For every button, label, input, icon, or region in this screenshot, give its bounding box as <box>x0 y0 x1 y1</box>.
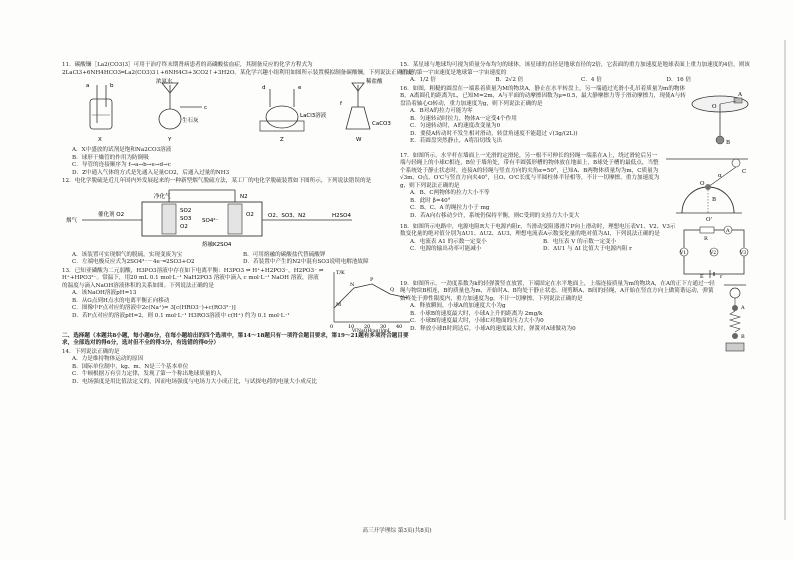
question-16-turntable-figure <box>688 86 752 152</box>
question-11-stem: 11．碳酸镧［La2(CO3)3］可用于治疗终末期肾病患者的高磷酸盐血症，其制备反应的化学方程式为2LaCl3+6NH4HCO3═La2(CO3)3↓+6NH4Cl+3CO2↑+3H2O。某化学兴趣小组利用如图所示装置模拟制备碳酸镧，下列说法正确的是 <box>62 62 414 76</box>
fig17-label-b: B <box>712 196 717 203</box>
question-16-stem: 16．如图，粗糙的圆盘在一端系着质量为M的物块A，静止在水平转盘上，另一端通过光滑小孔吊着质量为m的物体B，A离圆孔的距离为L，已知M=2m，A与平面的动摩擦因数为μ=0.5，最大静摩擦力等于滑动摩擦力，现使A与转盘沿着轴心O转动，重力加速度为g，则下列说法正确的是 <box>400 85 686 107</box>
fig12-label-o2-right: O2 <box>246 211 254 218</box>
fig16-label-b: B <box>726 139 731 146</box>
question-12-option-a: A．该装置可实现烟气的脱硫，实现变废为宝 <box>72 251 183 258</box>
question-18-options-row-2 <box>400 246 676 254</box>
fig18-label-r-internal: r <box>720 273 723 280</box>
question-13-option-a: A．该NaOH溶液pH=13 <box>72 290 137 296</box>
question-13-option-c: C．图像中F点对应的溶液中2c(Na⁺)= 3[c(HRO3⁻)+c(RO3²⁻)] <box>72 305 236 311</box>
question-17-text <box>400 153 662 223</box>
fig11-label-a: a <box>86 83 90 89</box>
fig17-label-c: C <box>742 168 747 175</box>
fig12-label-sulfate: SO4²⁻ <box>202 217 219 224</box>
fig11-label-w: W <box>356 137 362 143</box>
question-13-option-b: B．从G点到H点水的电离平衡正向移动 <box>72 297 170 304</box>
fig13-label-m: M <box>336 301 342 308</box>
question-13 <box>62 268 414 332</box>
fig11-label-f: f <box>340 101 342 107</box>
question-16-option-d: D．要使A转动时不发生相对滑动，转盘角速度不能超过 √(3g/(2L)) <box>410 130 578 137</box>
fig13-label-p: P <box>370 276 374 283</box>
fig17-label-alpha: α <box>718 172 722 179</box>
question-14-option-d: D．电场强度是用比值法定义的，因而电场强度与电场力大小成正比，与试探电荷的电量大小成反比 <box>72 378 318 385</box>
fig17-label-o-prime: O' <box>706 216 713 223</box>
fig18-label-a: A <box>726 227 730 234</box>
question-12-stem: 12．电化学脱硫是近几年国内外发展起来的一种新型烟气脱硫方法，某工厂的电化学脱硫装置如下图所示，下列说法错误的是 <box>62 178 372 184</box>
question-12 <box>62 178 414 267</box>
fig13-label-tk: T/K <box>336 269 345 276</box>
fig11-label-ammonia: 浓氨水 <box>156 79 173 85</box>
question-11-option-a: A．X中盛放的试剂是饱和Na2CO3溶液 <box>72 147 172 153</box>
fig18-label-v3: V3 <box>740 250 747 256</box>
question-19-spring-figure <box>718 281 752 355</box>
question-19-stem: 19．如图所示，一劲度系数为k的轻弹簧竖直放置，下端固定在水平地面上，上端连接质量为m的物块A，在A的正下方通过一轻绳与物块B相连，B的质量也为m，开始时A、B均处于静止状态。现剪断A、B间的轻绳，A开始在竖直方向上做简谐运动，弹簧始终处于弹性限度内，重力加速度为g。不计一切摩擦，下列说法正确的是 <box>400 280 715 302</box>
fig16-label-a: A <box>738 91 742 98</box>
question-16-option-e: E．若圆盘突然静止，A将沿切线飞出 <box>410 138 503 144</box>
fig12-label-h2so4: H2SO4 <box>332 212 351 219</box>
section-2-heading: 二、选择题（本题共8小题，每小题6分，在每小题给出的四个选项中，第14～18题只有一项符合题目要求，第19～21题有多项符合题目要求，全部选对的得6分，选对但不全的得3分，有选错的得0分） <box>62 332 409 346</box>
fig12-label-clean-gas: 净化气 <box>154 193 171 200</box>
question-11 <box>62 62 414 177</box>
question-17-option-b: B．此时 β=40° <box>410 197 451 204</box>
fig18-label-v2: V2 <box>710 250 717 256</box>
fig18-label-v1: V1 <box>680 250 687 256</box>
fig19-label-b: B <box>741 333 745 340</box>
fig13-label-q: Q <box>390 286 395 293</box>
question-17-option-d: D．若A向右移动少许，系统仍保持平衡，则C受到的支持力大小变大 <box>410 212 580 219</box>
question-18-circuit-figure <box>676 224 752 280</box>
question-17-stem: 17．如图所示，水平杆在墙面上一光滑的定滑轮，另一根不可伸长的轻绳一端系在A上，绕过滑轮后另一端与轻绳上的小球C相连，B位于墙角处，带有半圆弧形槽的物体放在地面上，B球处于槽的最低点，当整个系统处于静止状态时，连接A的轻绳与竖直方向的夹角α=50°，已知A、B两物体质量均为m，C质量为√3m，O点、O'C与竖直方向夹40°，且O、O'C长度与半圆柱体半径相等，不计一切摩擦，重力加速度为g，则下列说法正确的是 <box>400 152 660 189</box>
fig12-label-catalyst: 催化剂 O2 <box>98 211 125 218</box>
question-17 <box>400 153 752 223</box>
question-15-stem: 15．某星球与地球均可视为质量分布均匀的球体，该星球的直径是地球直径的2倍，它表面的重力加速度是地球表面上重力加速度的4倍，则该星球的第一宇宙速度是地球第一宇宙速度的 <box>400 62 750 76</box>
fig11-label-b: b <box>110 83 114 89</box>
fig11-label-caco3: CaCO3 <box>372 121 391 127</box>
question-16-option-b: B．匀速转动时拉力，物体A一定受4个作用 <box>410 115 517 122</box>
question-15-option-d: D．16 倍 <box>666 77 692 83</box>
fig13-label-10: 10 <box>348 323 355 330</box>
question-15-option-a: A．1/2 倍 <box>410 77 437 83</box>
page-footer: 高三开学理综 第3页(共8页) <box>362 528 432 534</box>
question-14-option-c: C．牛顿根据万有引力定律，发现了第一个称出地球质量的人 <box>72 371 222 377</box>
fig12-label-outlet-gases: O2、SO3、N2 <box>268 212 306 219</box>
fig13-label-zero: 0 <box>330 323 334 330</box>
question-17-option-c: C．B、C、A 的绳拉力小于 mg <box>410 205 490 211</box>
question-19-option-a: A．释放瞬间，小球A的加速度大小为g <box>410 303 506 309</box>
question-13-option-d: D．若F点对应的溶液pH=2，则 0.1 mol·L⁻¹ H3RO3溶液中 c(H⁺) 约为 0.1 mol·L⁻¹ <box>72 312 290 319</box>
question-17-pulley-figure <box>662 153 752 223</box>
fig11-label-lacl3: LaCl3溶液 <box>300 113 327 119</box>
question-18-options-row-1 <box>400 239 676 247</box>
question-14 <box>62 349 414 387</box>
fig13-label-n: N <box>350 281 355 288</box>
right-column <box>400 62 752 356</box>
question-12-option-b: B．可用熔融的碳酸盐代替硫酸钾 <box>243 251 326 258</box>
fig11-label-y: Y <box>168 137 172 143</box>
question-11-option-c: C．导管的连接顺序为 f→a→b→e→d→c <box>72 162 171 168</box>
fig12-label-flue-gas: 烟气 <box>66 217 78 224</box>
question-18-option-d: D．ΔU1 与 ΔI 比值大于电源内阻 r <box>543 246 632 252</box>
question-15-option-c: C．4 倍 <box>581 77 602 83</box>
question-15 <box>400 62 752 85</box>
question-19-option-b: B．小球B的速度最大时，小球A上升的距离为 2mg/k <box>410 310 543 317</box>
question-18 <box>400 224 752 280</box>
fig11-label-x: X <box>98 137 102 143</box>
question-18-option-b: B．电压表 V 的示数一定变小 <box>543 238 617 245</box>
fig12-label-o2-left: O2 <box>180 223 188 230</box>
fig12-label-molten-k2so4: 熔融K2SO4 <box>202 241 232 248</box>
question-14-option-b: B．国际单位制中，kg、m、N是三个基本单位 <box>72 363 189 370</box>
fig18-label-r: R <box>704 235 708 242</box>
fig11-label-c: c <box>204 105 208 111</box>
question-13-text <box>62 268 324 332</box>
fig11-label-z: Z <box>280 137 284 143</box>
question-17-option-a: A．B、C两物体的拉力大小不等 <box>410 190 490 196</box>
question-12-option-c: C．左端电极反应式为2SO4²⁻－4e⁻═2SO3+O2 <box>72 259 195 265</box>
question-16-option-c: C．匀速转动时，A的速度改变量为0 <box>410 123 501 129</box>
fig12-label-so3: SO3 <box>180 215 192 222</box>
question-18-option-c: C．电源的输出功率可能减小 <box>410 246 482 252</box>
fig13-label-v-axis: V[NaOH(aq)]/mL <box>352 328 391 332</box>
fig16-label-o: O <box>712 103 717 110</box>
question-19-option-c: C．小球B的速度最大时，小球C对地面的压力大小为0 <box>410 318 544 324</box>
fig13-label-20: 20 <box>364 323 371 330</box>
fig12-label-so2: SO2 <box>180 207 192 214</box>
fig11-label-quicklime: 生石灰 <box>182 118 199 124</box>
fig12-label-n2: N2 <box>240 193 248 200</box>
fig17-label-o: O <box>700 180 705 187</box>
question-16 <box>400 86 752 152</box>
question-15-options <box>400 77 752 85</box>
question-19-text <box>400 281 718 355</box>
question-12-electrolysis-figure <box>62 186 414 252</box>
question-11-option-d: D．Z中通入气体的方式是先通入足量CO2，后通入过量的NH3 <box>72 169 230 176</box>
question-14-stem: 14．下列说法正确的是 <box>62 348 120 355</box>
fig13-label-40: 40 <box>396 323 403 330</box>
question-11-apparatus-figure <box>62 77 414 147</box>
question-18-text <box>400 224 676 280</box>
question-15-option-b: B．2√2 倍 <box>495 77 524 83</box>
question-16-option-a: A．B对A的拉力可能为零 <box>410 108 473 114</box>
scan-edge <box>784 40 786 520</box>
left-column <box>62 62 414 387</box>
fig11-label-hcl: 稀盐酸 <box>366 79 383 85</box>
question-18-stem: 18．如图所示电路中，电源电阻R大于电源内阻r，当滑动变阻器滑片P向上滑动时，理想电压表V1、V2、V3示数变化量的绝对值分别为ΔU1、ΔU2、ΔU3，理想电流表A示数变化量的绝对值为ΔI，下列说法正确的是 <box>400 223 676 237</box>
fig13-label-30: 30 <box>380 323 387 330</box>
fig11-label-e: e <box>298 85 302 91</box>
question-16-text <box>400 86 688 152</box>
question-11-option-b: B．球形干燥管的作用为防倒吸 <box>72 154 149 161</box>
fig11-label-d: d <box>262 85 266 91</box>
section-2 <box>62 333 414 348</box>
question-12-option-d: D．若装置中产生的N2中混有SO3说明电解池故障 <box>243 259 369 265</box>
question-18-option-a: A．电流表 A1 的示数一定变小 <box>410 238 487 245</box>
fig19-label-a: A <box>741 304 745 311</box>
question-13-stem: 13．已知亚磷酸为二元弱酸，H3PO3溶液中存在如下电离平衡：H3PO3 ⇌ H⁺+H2PO3⁻，H2PO3⁻ ⇌ H⁺+HPO3²⁻。常温下，用20 mL 0.1 mol·L⁻¹ NaH2PO3 溶液中滴入 c mol·L⁻¹ NaOH 溶液，溶液的温度与滴入NaOH溶液体积的关系如图。下列说法正确的是 <box>62 267 324 289</box>
question-19 <box>400 281 752 355</box>
question-14-option-a: A．力是维持物体运动的原因 <box>72 356 144 362</box>
question-19-option-d: D．释放小球B时到达后，小球A的速度最大时，弹簧对A球做功为0 <box>410 325 576 332</box>
question-12-options-row-2 <box>62 259 414 267</box>
question-12-options-row-1 <box>62 252 414 260</box>
fig18-label-e: E <box>700 273 704 280</box>
